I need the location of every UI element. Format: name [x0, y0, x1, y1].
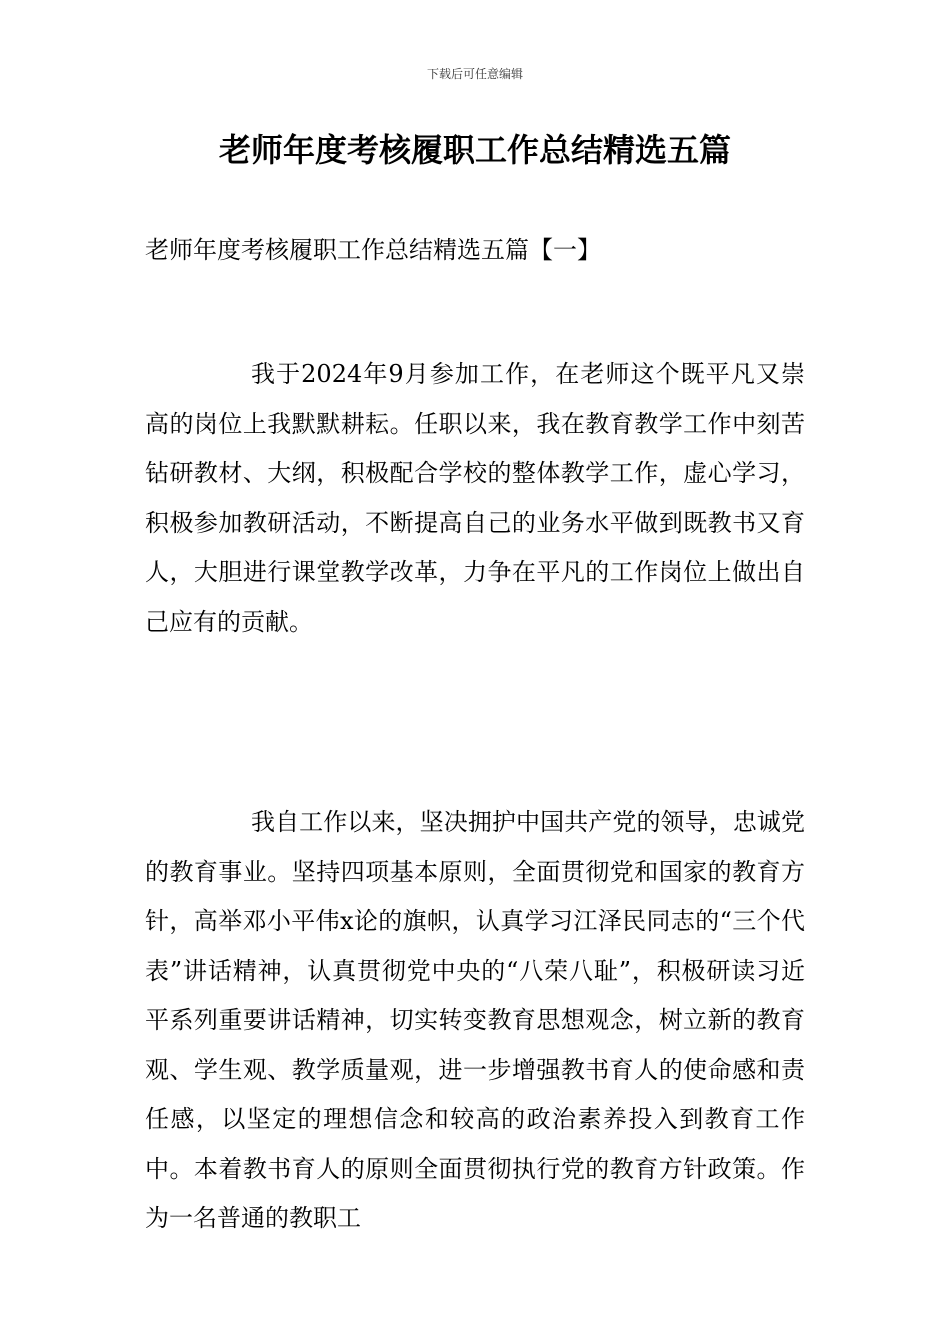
section-heading: 老师年度考核履职工作总结精选五篇【一】: [145, 236, 601, 264]
paragraph-2: 我自工作以来，坚决拥护中国共产党的领导，忠诚党的教育事业。坚持四项基本原则，全面贯彻党和国家的教育方针，高举邓小平伟x论的旗帜，认真学习江泽民同志的“三个代表”讲话精神，认真贯彻党中央的“八荣八耻”，积极研读习近平系列重要讲话精神，切实转变教育思想观念，树立新的教育观、学生观、教学质量观，进一步增强教书育人的使命感和责任感，以坚定的理想信念和较高的政治素养投入到教育工作中。本着教书育人的原则全面贯彻执行党的教育方针政策。作为一名普通的教职工: [145, 808, 805, 1232]
page-header-note: 下载后可任意编辑: [426, 67, 523, 81]
document-title: 老师年度考核履职工作总结精选五篇: [218, 131, 731, 169]
paragraph-1: 我于2024年9月参加工作，在老师这个既平凡又崇高的岗位上我默默耕耘。任职以来，我在教育教学工作中刻苦钻研教材、大纲，积极配合学校的整体教学工作，虚心学习，积极参加教研活动，不断提高自己的业务水平做到既教书又育人，大胆进行课堂教学改革，力争在平凡的工作岗位上做出自己应有的贡献。: [145, 360, 805, 636]
